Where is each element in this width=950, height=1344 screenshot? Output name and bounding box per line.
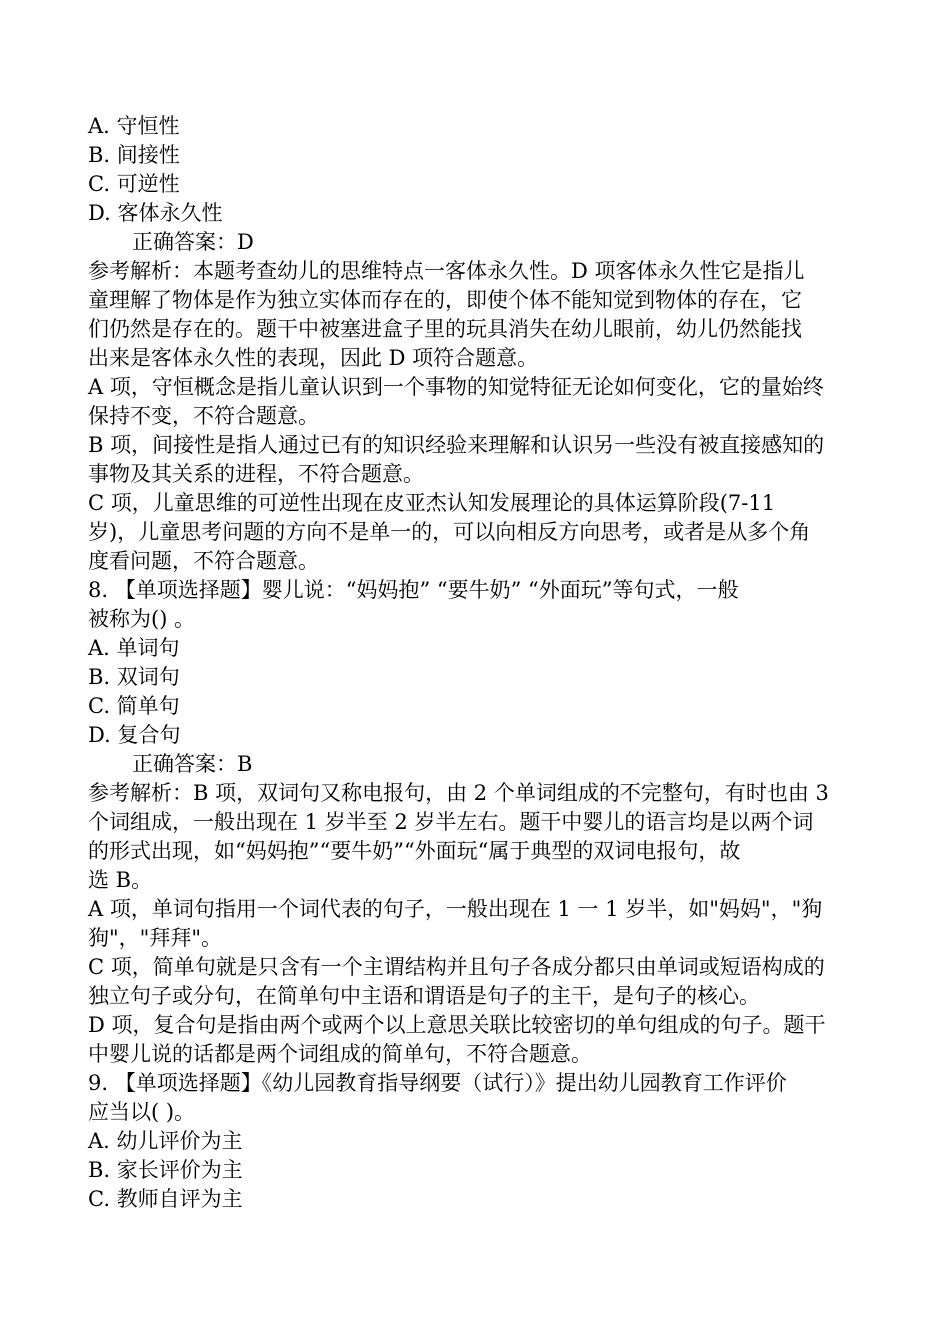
q8-analysis-line: C 项，简单句就是只含有一个主谓结构并且句子各成分都只由单词或短语构成的 — [88, 955, 825, 979]
q7-analysis-line: 童理解了物体是作为独立实体而存在的，即使个体不能知觉到物体的存在，它 — [88, 288, 802, 312]
q8-option-b: B. 双词句 — [88, 665, 180, 689]
q8-option-d: D. 复合句 — [88, 723, 181, 747]
q7-answer: 正确答案：D — [132, 230, 254, 254]
q7-analysis-line: 事物及其关系的进程，不符合题意。 — [88, 462, 424, 486]
q7-option-b: B. 间接性 — [88, 143, 180, 167]
q9-option-c: C. 教师自评为主 — [88, 1187, 243, 1211]
q7-option-d: D. 客体永久性 — [88, 201, 223, 225]
q8-analysis-line: 狗"，"拜拜"。 — [88, 926, 222, 950]
q7-analysis-line: 保持不变，不符合题意。 — [88, 404, 319, 428]
q8-answer: 正确答案：B — [132, 752, 253, 776]
q7-option-c: C. 可逆性 — [88, 172, 180, 196]
q8-option-c: C. 简单句 — [88, 694, 180, 718]
q7-analysis-line: 参考解析：本题考查幼儿的思维特点一客体永久性。D 项客体永久性它是指儿 — [88, 259, 805, 283]
q9-question-line: 应当以( )。 — [88, 1100, 196, 1124]
q7-analysis-line: 出来是客体永久性的表现，因此 D 项符合题意。 — [88, 346, 539, 370]
q9-question-line: 9. 【单项选择题】《幼儿园教育指导纲要（试行）》提出幼儿园教育工作评价 — [88, 1071, 787, 1095]
q7-analysis-line: C 项，儿童思维的可逆性出现在皮亚杰认知发展理论的具体运算阶段(7-11 — [88, 491, 776, 515]
q8-analysis-line: D 项，复合句是指由两个或两个以上意思关联比较密切的单句组成的句子。题干 — [88, 1013, 826, 1037]
q7-analysis-line: 们仍然是存在的。题干中被塞进盒子里的玩具消失在幼儿眼前，幼儿仍然能找 — [88, 317, 802, 341]
q8-analysis-line: A 项，单词句指用一个词代表的句子，一般出现在 1 一 1 岁半，如"妈妈"，"狗 — [88, 897, 823, 921]
q8-analysis-line: 选 B。 — [88, 868, 153, 892]
q7-analysis-line: A 项，守恒概念是指儿童认识到一个事物的知觉特征无论如何变化，它的量始终 — [88, 375, 824, 399]
q8-question-line: 8. 【单项选择题】婴儿说：“妈妈抱” “要牛奶” “外面玩”等句式，一般 — [88, 578, 739, 602]
q8-analysis-line: 中婴儿说的话都是两个词组成的简单句，不符合题意。 — [88, 1042, 592, 1066]
q8-option-a: A. 单词句 — [88, 636, 180, 660]
q8-question-line: 被称为() 。 — [88, 607, 196, 631]
q8-analysis-line: 的形式出现，如“妈妈抱”“要牛奶”“外面玩“属于典型的双词电报句，故 — [88, 839, 741, 863]
q8-analysis-line: 个词组成，一般出现在 1 岁半至 2 岁半左右。题干中婴儿的语言均是以两个词 — [88, 810, 814, 834]
q8-analysis-line: 独立句子或分句，在简单句中主语和谓语是句子的主干，是句子的核心。 — [88, 984, 760, 1008]
q9-option-b: B. 家长评价为主 — [88, 1158, 243, 1182]
q9-option-a: A. 幼儿评价为主 — [88, 1129, 243, 1153]
q7-analysis-line: 度看问题，不符合题意。 — [88, 549, 319, 573]
q7-analysis-line: 岁)，儿童思考问题的方向不是单一的，可以向相反方向思考，或者是从多个角 — [88, 520, 811, 544]
q8-analysis-line: 参考解析：B 项，双词句又称电报句，由 2 个单词组成的不完整句，有时也由 3 — [88, 781, 829, 805]
document-page — [88, 112, 868, 1214]
q7-analysis-line: B 项，间接性是指人通过已有的知识经验来理解和认识另一些没有被直接感知的 — [88, 433, 825, 457]
q7-option-a: A. 守恒性 — [88, 114, 180, 138]
